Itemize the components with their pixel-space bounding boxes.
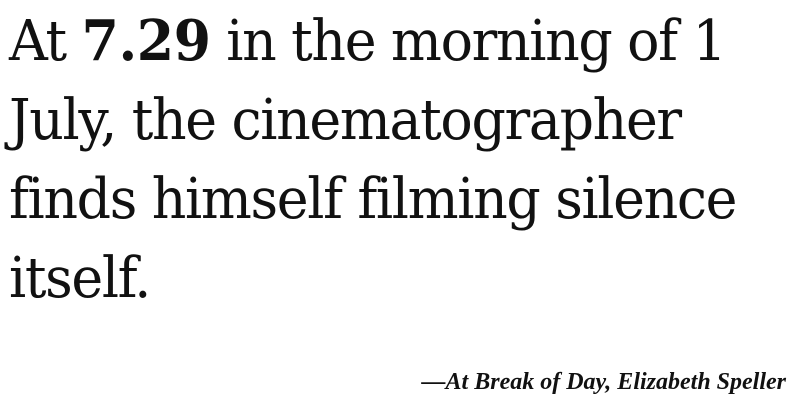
quote-time-highlight: 7.29 xyxy=(81,8,211,74)
quote-attribution: —At Break of Day, Elizabeth Speller xyxy=(421,369,786,395)
quote-text-after: in the morning of 1 July, the cinematographer finds himself filming silence itself. xyxy=(9,9,737,311)
pull-quote xyxy=(9,2,763,318)
quote-text-before: At xyxy=(9,9,82,74)
